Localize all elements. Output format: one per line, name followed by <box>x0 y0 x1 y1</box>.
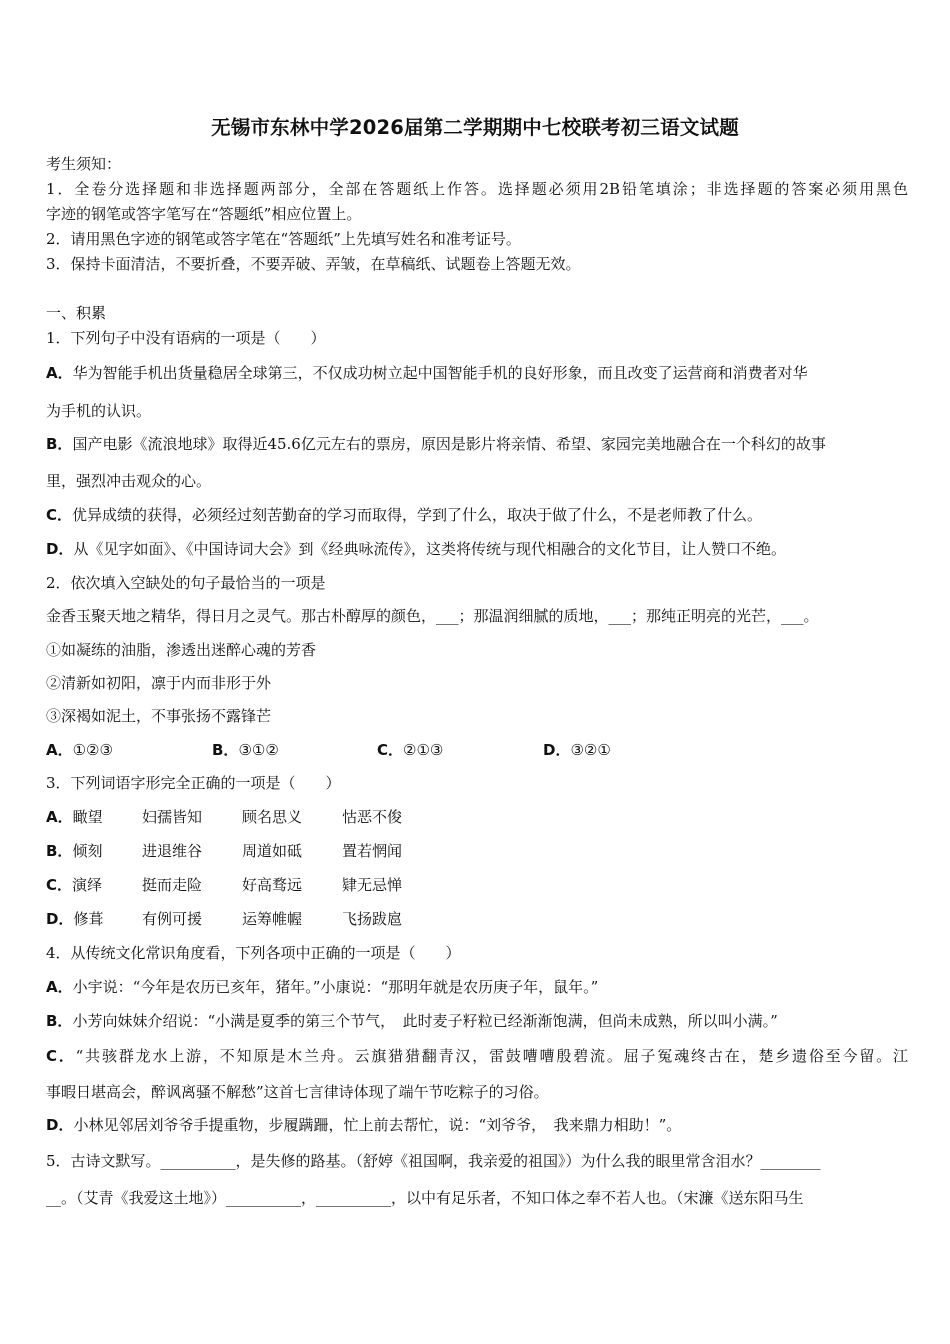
notice-heading: 考生须知： <box>46 155 122 173</box>
option-text: 优异成绩的获得，必须经过刻苦勤奋的学习而取得，学到了什么，取决于做了什么，不是老师教了什么。 <box>72 506 763 524</box>
q5-line-1: 5．古诗文默写。__________，是失修的路基。（舒婷《祖国啊，我亲爱的祖国》）为什么我的眼里常含泪水？________ <box>46 1152 821 1170</box>
option-label: B． <box>46 1012 73 1030</box>
option-text: 小林见邻居刘爷爷手提重物，步履蹒跚，忙上前去帮忙，说：“刘爷爷， 我来鼎力相助！”。 <box>73 1116 682 1134</box>
choice-label: A． <box>46 808 73 826</box>
choice-text: ③②① <box>570 741 611 759</box>
option-label: A． <box>46 364 73 382</box>
choice-label: D． <box>543 741 571 759</box>
option-label: C． <box>46 1047 76 1065</box>
option-label: D． <box>46 1116 74 1134</box>
q2-choice-a <box>46 739 113 760</box>
q3-row-d-word-4: 飞扬跋扈 <box>342 910 403 928</box>
q3-row-c-word-4: 肄无忌惮 <box>342 876 403 894</box>
q4-option-d <box>46 1114 908 1135</box>
choice-text: ③①② <box>238 741 279 759</box>
q3-row-d-word-2: 有例可援 <box>142 910 203 928</box>
choice-label: C． <box>46 876 73 894</box>
notice-item-2: 2．请用黑色字迹的钢笔或答字笔在“答题纸”上先填写姓名和准考证号。 <box>46 230 521 248</box>
q2-item-2: ②清新如初阳，凛于内而非形于外 <box>46 674 272 692</box>
option-text: 小芳向妹妹介绍说：“小满是夏季的第三个节气， 此时麦子籽粒已经渐渐饱满，但尚未成熟，所以叫小满。” <box>72 1012 778 1030</box>
notice-item-1: 1．全卷分选择题和非选择题两部分，全部在答题纸上作答。选择题必须用2B铅笔填涂；非选择题的答案必须用黑色 <box>46 180 908 198</box>
q3-row-c-label <box>46 874 102 895</box>
notice-item-3: 3．保持卡面清洁，不要折叠，不要弄破、弄皱，在草稿纸、试题卷上答题无效。 <box>46 255 581 273</box>
word: 倾刻 <box>72 842 103 860</box>
q2-stem: 2．依次填入空缺处的句子最恰当的一项是 <box>46 574 326 592</box>
q3-row-d-label <box>46 908 103 929</box>
exam-title: 无锡市东林中学2026届第二学期期中七校联考初三语文试题 <box>211 116 739 139</box>
q1-stem: 1．下列句子中没有语病的一项是（ ） <box>46 329 326 347</box>
q1-option-a <box>46 362 908 383</box>
q1-option-a-cont: 为手机的认识。 <box>46 402 152 420</box>
q3-row-b-word-4: 置若惘闻 <box>342 842 403 860</box>
q2-choice-b <box>212 739 279 760</box>
q2-choice-d <box>543 739 611 760</box>
option-label: D． <box>46 540 74 558</box>
q1-option-c <box>46 504 908 525</box>
notice-item-1-cont: 字迹的钢笔或答字笔写在“答题纸”相应位置上。 <box>46 205 362 223</box>
option-label: A． <box>46 978 73 996</box>
choice-label: A． <box>46 741 73 759</box>
q3-row-c-word-2: 挺而走险 <box>142 876 203 894</box>
option-text: 华为智能手机出货量稳居全球第三，不仅成功树立起中国智能手机的良好形象，而且改变了运营商和消费者对华 <box>72 364 808 382</box>
q5-line-2: __。（艾青《我爱这土地》）__________，__________，以中有足乐者，不知口体之奉不若人也。（宋濂《送东阳马生 <box>46 1189 804 1207</box>
q1-option-b <box>46 433 908 454</box>
choice-label: C． <box>377 741 404 759</box>
q3-row-b-word-2: 进退维谷 <box>142 842 203 860</box>
option-text: 国产电影《流浪地球》取得近45.6亿元左右的票房，原因是影片将亲情、希望、家园完美地融合在一个科幻的故事 <box>72 435 826 453</box>
q2-item-1: ①如凝练的油脂，渗透出迷醉心魂的芳香 <box>46 641 317 659</box>
choice-label: D． <box>46 910 74 928</box>
q4-option-c-cont: 事暇日堪高会，醉讽离骚不解愁”这首七言律诗体现了端午节吃粽子的习俗。 <box>46 1083 549 1101</box>
option-text: “共骇群龙水上游，不知原是木兰舟。云旗猎猎翻青汉，雷鼓嘈嘈殷碧流。屈子冤魂终古在，楚乡遗俗至今留。江 <box>75 1047 908 1065</box>
q4-stem: 4．从传统文化常识角度看，下列各项中正确的一项是（ ） <box>46 944 461 962</box>
q2-item-3: ③深褐如泥土，不事张扬不露锋芒 <box>46 707 272 725</box>
q3-row-b-label <box>46 840 102 861</box>
choice-text: ②①③ <box>403 741 444 759</box>
choice-text: ①②③ <box>72 741 113 759</box>
q3-row-a-word-2: 妇孺皆知 <box>142 808 203 826</box>
q3-stem: 3．下列词语字形完全正确的一项是（ ） <box>46 774 341 792</box>
q2-passage: 金香玉聚天地之精华，得日月之灵气。那古朴醇厚的颜色，___；那温润细腻的质地，___；那纯正明亮的光芒，___。 <box>46 607 819 625</box>
q3-row-a-word-3: 顾名思义 <box>242 808 303 826</box>
option-text: 从《见字如面》、《中国诗词大会》到《经典咏流传》，这类将传统与现代相融合的文化节目，让人赞口不绝。 <box>73 540 786 558</box>
option-label: B． <box>46 435 73 453</box>
word: 瞰望 <box>72 808 103 826</box>
choice-label: B． <box>212 741 239 759</box>
q3-row-d-word-3: 运筹帷幄 <box>242 910 303 928</box>
q3-row-a-word-4: 怙恶不俊 <box>342 808 403 826</box>
q2-choice-c <box>377 739 443 760</box>
section-heading: 一、积累 <box>46 304 107 322</box>
q3-row-c-word-3: 好高骛远 <box>242 876 303 894</box>
word: 演绎 <box>72 876 103 894</box>
word: 修葺 <box>73 910 104 928</box>
choice-label: B． <box>46 842 73 860</box>
q4-option-b <box>46 1010 908 1031</box>
q4-option-c <box>46 1045 908 1066</box>
q1-option-d <box>46 538 908 559</box>
q4-option-a <box>46 976 908 997</box>
option-label: C． <box>46 506 73 524</box>
option-text: 小宇说：“今年是农历已亥年，猪年。”小康说：“那明年就是农历庚子年，鼠年。” <box>72 978 599 996</box>
q1-option-b-cont: 里，强烈冲击观众的心。 <box>46 472 212 490</box>
q3-row-a-label <box>46 806 103 827</box>
q3-row-b-word-3: 周道如砥 <box>242 842 303 860</box>
